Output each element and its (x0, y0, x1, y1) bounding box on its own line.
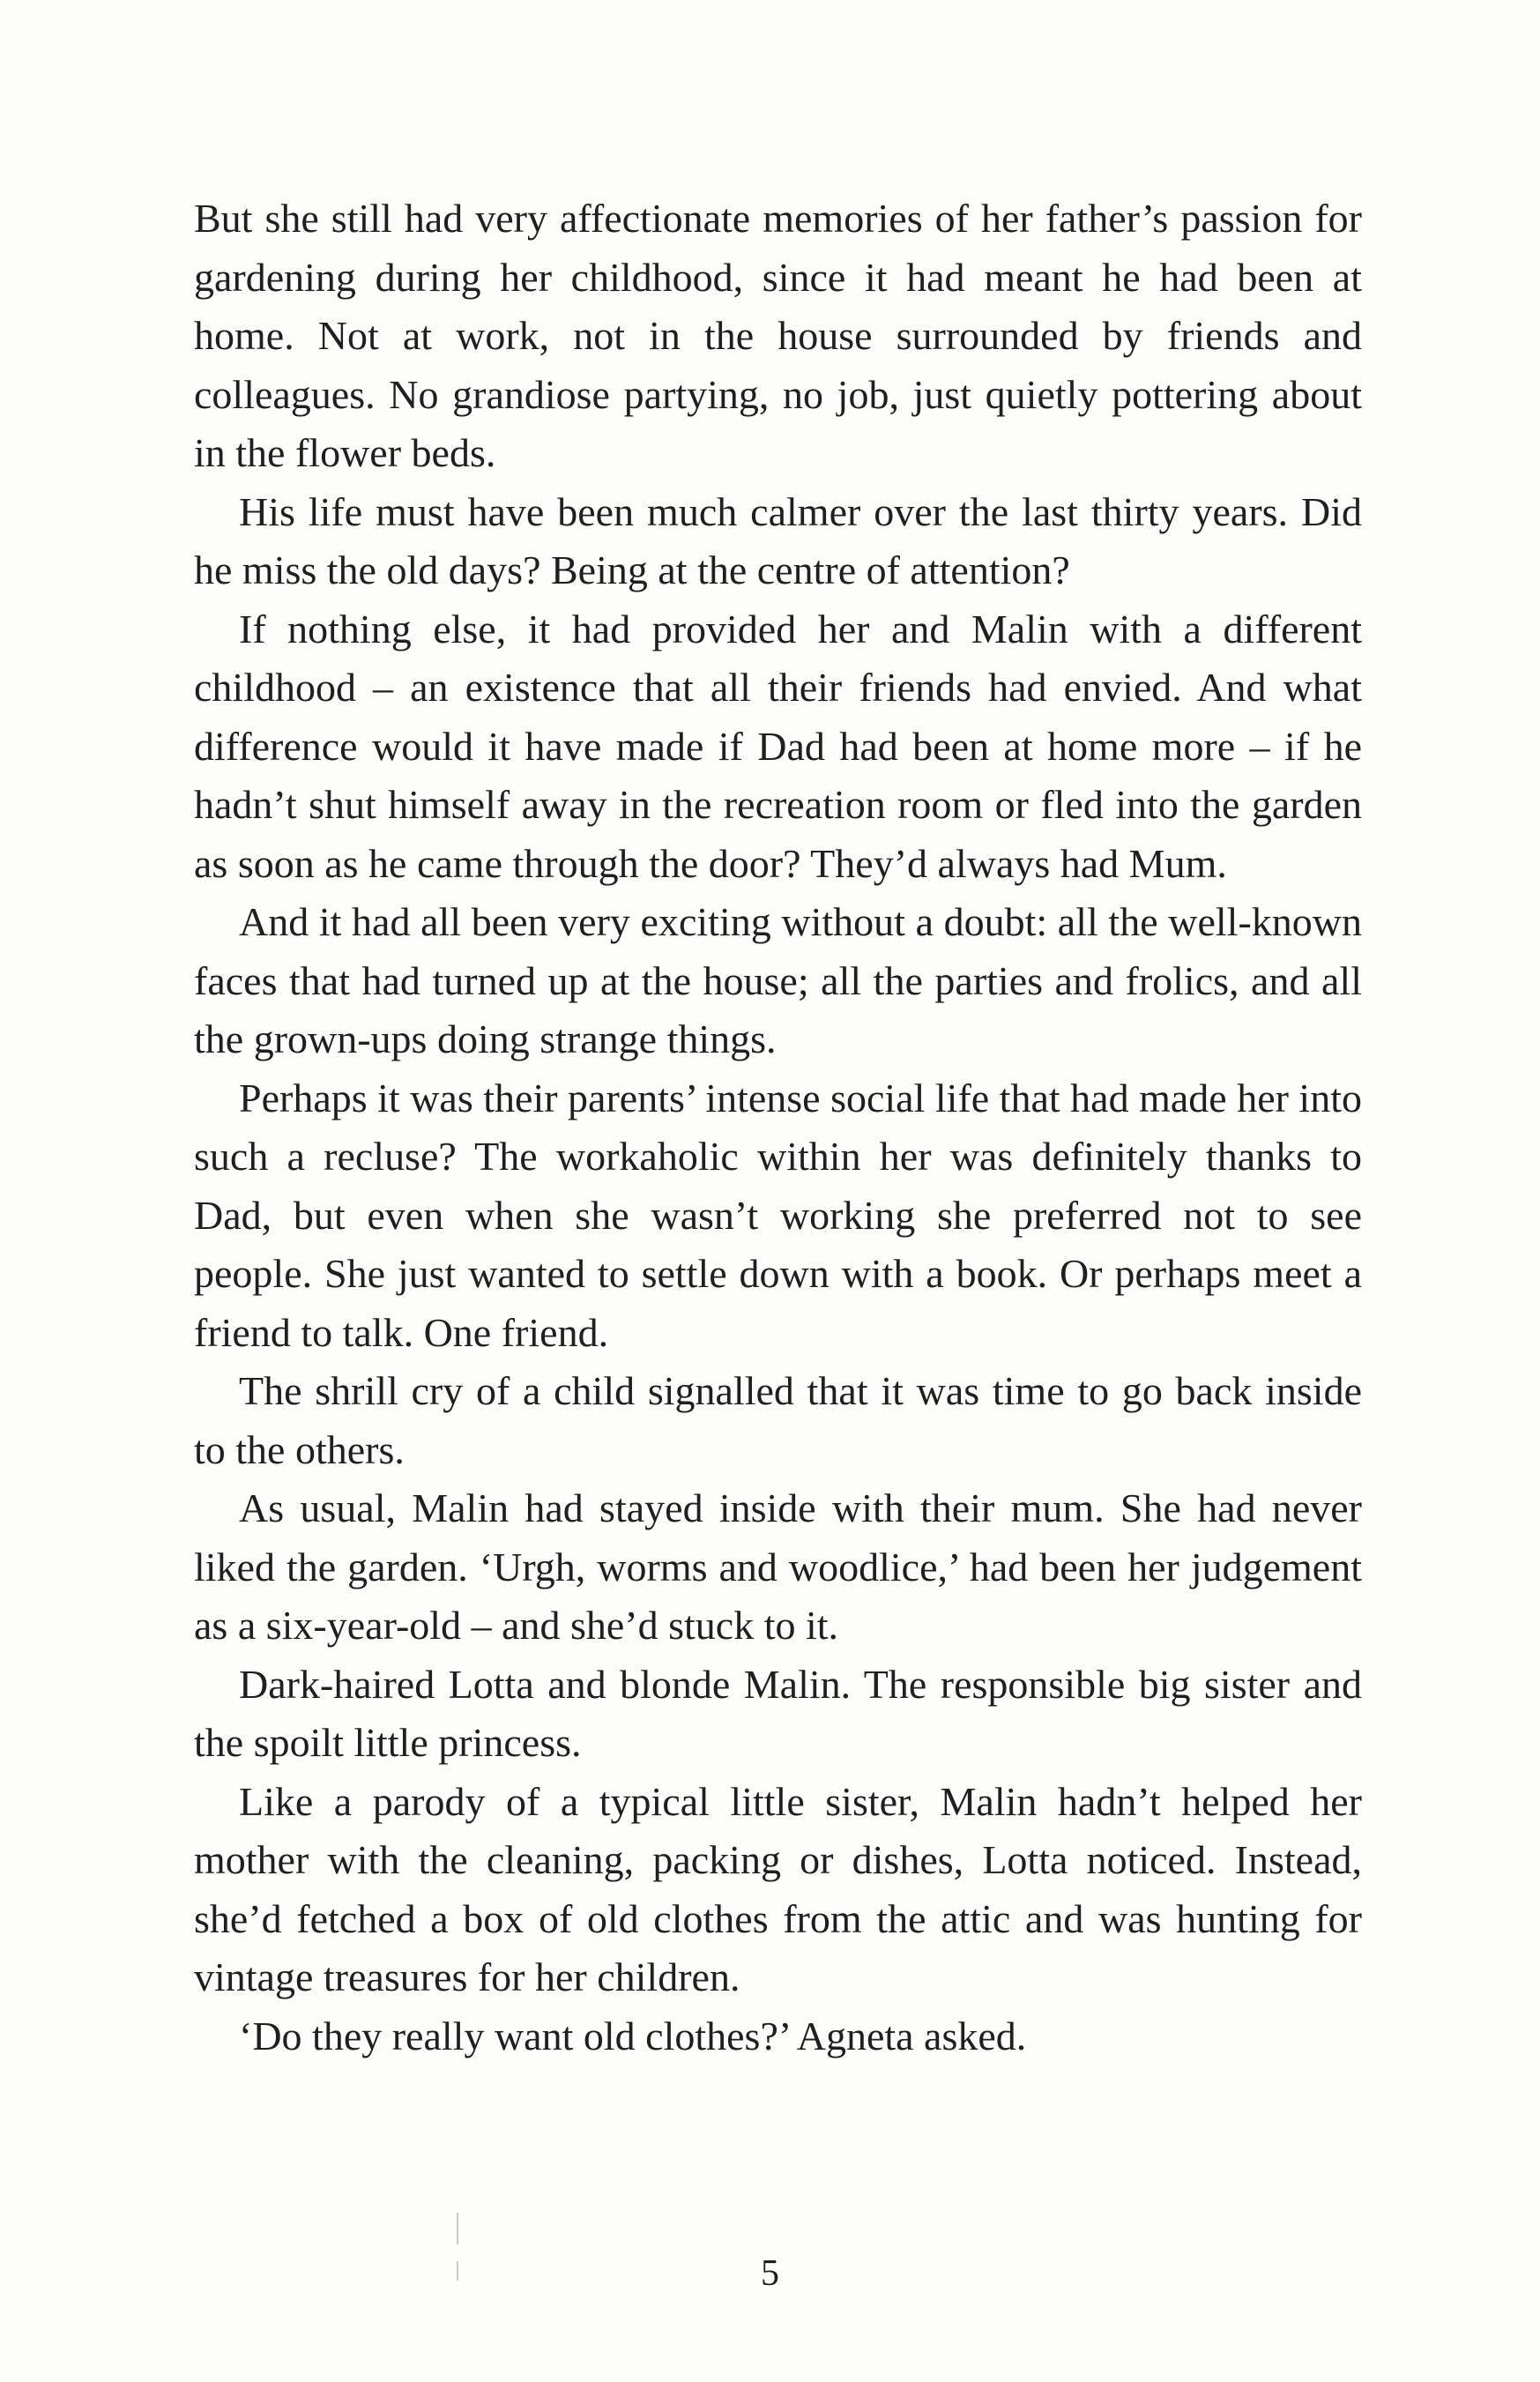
paragraph: But she still had very affectionate memories of her father’s passion for gardening during her childhood, since it had meant he had been at home. Not at work, not in the house surrounded by friends and colleagues. No grandiose partying, no job, just quietly pottering about in the flower beds. (194, 196, 1362, 475)
paragraph: The shrill cry of a child signalled that it was time to go back inside to the others. (194, 1368, 1362, 1472)
paragraph: ‘Do they really want old clothes?’ Agneta asked. (239, 2013, 1027, 2058)
paragraph: Dark-haired Lotta and blonde Malin. The responsible big sister and the spoilt little princess. (194, 1661, 1362, 1765)
paragraph: Like a parody of a typical little sister, Malin hadn’t helped her mother with the cleaning, packing or dishes, Lotta noticed. Instead, she’d fetched a box of old clothes from the attic and was hunting for vintage treasures for her children. (194, 1778, 1362, 1999)
page-number: 5 (761, 2253, 779, 2294)
body-text (194, 190, 1362, 2066)
paragraph: Perhaps it was their parents’ intense social life that had made her into such a recluse? The workaholic within her was definitely thanks to Dad, but even when she wasn’t working she preferred not to see people. She just wanted to settle down with a book. Or perhaps meet a friend to talk. One friend. (194, 1075, 1362, 1355)
paragraph: And it had all been very exciting without a doubt: all the well-known faces that had turned up at the house; all the parties and frolics, and all the grown-ups doing strange things. (194, 899, 1362, 1061)
paragraph: If nothing else, it had provided her and Malin with a different childhood – an existence that all their friends had envied. And what difference would it have made if Dad had been at home more – if he hadn’t shut himself away in the recreation room or fled into the garden as soon as he came through the door? They’d always had Mum. (194, 606, 1362, 886)
paragraph: His life must have been much calmer over the last thirty years. Did he miss the old days? Being at the centre of attention? (194, 488, 1362, 592)
scan-artifact-line (457, 2213, 458, 2244)
paragraph: As usual, Malin had stayed inside with their mum. She had never liked the garden. ‘Urgh, worms and woodlice,’ had been her judgement as a six-year-old – and she’d stuck to it. (194, 1485, 1362, 1648)
scan-artifact-line (457, 2261, 458, 2281)
